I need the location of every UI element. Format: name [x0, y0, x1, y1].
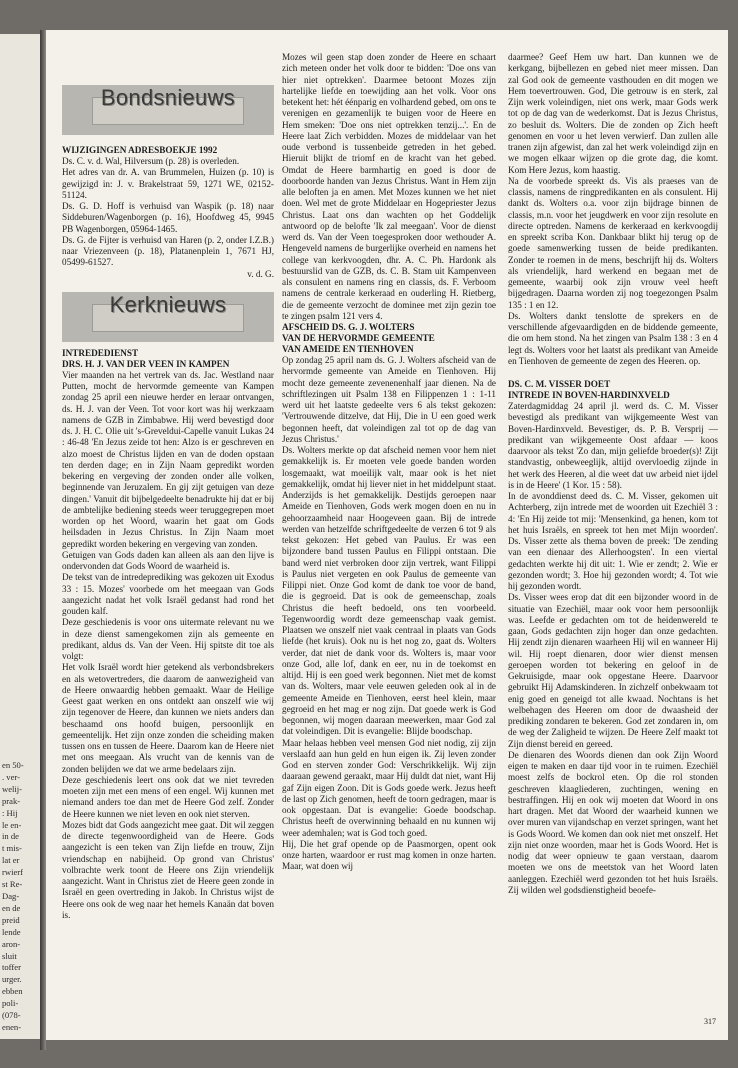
paragraph: Ds. Wolters merkte op dat afscheid nemen voor hem niet gemakkelijk is. Er moeten vele goede banden worden losgemaakt, wat moeilijk valt, maar ook is het niet gemakkelijk, omdat hij liever niet in het middelpunt staat. Anderzijds is het gemakkelijk. Destijds geroepen naar Ameide en Tienhoven, Gods werk mogen doen en nu in gehoorzaamheid naar Hoogeveen gaan. Bij de intrede werden van hetzelfde schriftgedeelte de verzen 6 tot 9 als tekst gekozen: Het gebed van Paulus. Er was een bijzondere band tussen Paulus en Filippi ontstaan. Die band werd niet verbroken door zijn vertrek, want Filippi is Paulus niet vergeten en ook Paulus de gemeente van Filippi niet. Onze God komt de dank toe voor de band, die is gegroeid. Dat is ook de gemeenschap, zoals Christus die heeft bedoeld, ons ten voorbeeld. Tegenwoordig wordt deze gemeenschap vaak gemist. Plaatsen we onszelf niet vaak centraal in plaats van Gods liefde (het kruis). Ook nu is het nog zo, gaat ds. Wolters verder, dat niet de dank voor ds. Wolters is, maar voor onze God, alle lof, dank en eer, nu in de toekomst en altijd. Hij is een goed werk begonnen. Niet met de komst van ds. Wolters, maar vele eeuwen geleden ook al in de gemeente Ameide en Tienhoven, eerst heel klein, maar gegroeid en het mag er nog zijn. Dat goede werk is God begonnen, wij mogen daaraan meewerken, maar God zal dat voleindigen. Dit is evangelie: Blijde boodschap. — [282, 445, 496, 737]
page-number: 317 — [704, 1017, 716, 1026]
article-heading: INTREDEDIENST — [62, 347, 139, 358]
bondsnieuws-banner — [62, 85, 274, 135]
article-subheading: INTREDE IN BOVEN-HARDINXVELD — [508, 390, 670, 400]
paragraph: Na de voorbede spreekt ds. Vis als praeses van de classis, namens de ringpredikanten en als consulent. Hij dankt ds. Wolters o.a. voor zijn bijdrage binnen de classis, m.n. voor het jeugdwerk en voor zijn resolute en directe optreden. Namens de kerkeraad en kerkvoogdij en spreekt scriba Kon. Dankbaar blikt hij terug op de goede samenwerking tussen de beide predikanten. Zonder te roemen in de mens, beschrijft hij ds. Wolters als vriendelijk, hard werkend en begaan met de gemeente, waarbij ook zijn vrouw veel heeft bijgedragen. Daarna worden zij nog toegezongen Psalm 135 : 1 en 12. — [508, 175, 718, 310]
paragraph: Ds. Wolters dankt tenslotte de sprekers en de verschillende afgevaardigden en de biddende gemeente, die om hem stond. Na het zingen van Psalm 138 : 3 en 4 legt ds. Wolters voor het laatst als predikant van Ameide en Tienhoven de gemeente de zegen des Heeren. op. — [508, 310, 718, 366]
paragraph: Ds. Visser wees erop dat dit een bijzonder woord in de situatie van Ezechiël, maar ook voor hem persoonlijk was. Leefde er gedachten om tot de heidenwereld te gaan, Gods gedachten zijn hoger dan onze gedachten. Hij zendt zijn dienaren waarheen Hij wil en wanneer Hij wil. Hij roept dienaren, door wier dienst mensen geroepen worden tot bekering en geloof in de Gekruisigde, maar ook opgestane Heere. Daarvoor gebruikt Hij Adamskinderen. In zichzelf onbekwaam tot enig goed en geneigd tot alle kwaad. Nochtans is het welbehagen des Heeren om door de dwaasheid der prediking zondaren te bekeren. God zet zondaren in, om de weg der Zaligheid te wijzen. De Heere Zelf maakt tot Zijn dienst bereid en gereed. — [508, 592, 718, 749]
paragraph: Zaterdagmiddag 24 april jl. werd ds. C. M. Visser bevestigd als predikant van wijkgemeente West van Boven-Hardinxveld. Bevestiger, ds. P. B. Versprij — predikant van wijkgemeente Oost afdaar — koos daarvoor als tekst 'Zo dan, mijn geliefde broeder(s)! Zijt standvastig, onbeweeglijk, altijd overvloedig zijnde in het werk des Heeren, al die weet dat uw arbeid niet ijdel is in de Heere' (1 Kor. 15 : 58). — [508, 401, 718, 490]
bondsnieuws-line: Ds. G. de Fijter is verhuisd van Haren (p. 2, onder I.Z.B.) naar Vriezenveen (p. 18), Platanenplein 1, 7671 HJ, 05499-61527. — [62, 234, 274, 268]
kerknieuws-title: Kerknieuws — [109, 291, 227, 317]
bondsnieuws-line: Ds. C. v. d. Wal, Hilversum (p. 28) is overleden. — [62, 156, 240, 166]
article-subheading: VAN DE HERVORMDE GEMEENTE — [282, 333, 435, 343]
bondsnieuws-heading: WIJZIGINGEN ADRESBOEKJE 1992 — [62, 145, 218, 155]
paragraph: Het volk Israël wordt hier getekend als verbondsbrekers en als wetovertreders, die daarom de aanwezigheid van de Heere onwaardig hebben gemaakt. Waar de Heilige Geest gaat werken en ons ontdekt aan onszelf wie wij zijn tegenover de Heere, dan kunnen we niets anders dan beschaamd ons hoofd buigen, persoonlijk en gemeentelijk. Het zijn onze zonden die scheiding maken tussen ons en tussen de Heere. Daarom kan de Heere niet met ons meegaan. Als vrucht van de kennis van de zonden belijden we dat we arme bedelaars zijn. — [62, 662, 274, 774]
bondsnieuws-line: Het adres van dr. A. van Brummelen, Huizen (p. 10) is gewijzigd in: J. v. Brakelstraat 59, 1271 WE, 02152-51124. — [62, 167, 274, 200]
left-page-fragment: en 50- . ver- welij- prak- : Hij le en- in de t mis- lat er rwierf st Re- Dag- en de preid lende aron- sluit toffer urger. ebben poli- (078- enen- — [2, 760, 24, 1032]
paragraph: Op zondag 25 april nam ds. G. J. Wolters afscheid van de hervormde gemeente van Ameide en Tienhoven. Hij mocht deze gemeente zevenenenhalf jaar dienen. Na de schriftlezingen uit Psalm 138 en Filippenzen 1 : 1-11 werd uit het laatste gedeelte vers 6 als tekst gekozen: 'Vertrouwende ditzelve, dat Hij, Die in U een goed werk begonnen heeft, dat voleindigen zal tot op de dag van Jezus Christus.' — [282, 355, 496, 444]
paragraph: daarmee? Geef Hem uw hart. Dan kunnen we de kerkgang, bijbellezen en gebed niet meer missen. Dan zal God ook de gemeente vasthouden en dit mogen we Hem toevertrouwen. God, Die getrouw is en sterk, zal Zijn werk voleindigen, niet ons werk, maar Gods werk tot op de dag van de wederkomst. Dat is Jezus Christus, zo besluit ds. Wolters. Die de zonden op Zich heeft genomen en voor u het leven verwierf. Dan zullen alle tranen zijn afgewist, dan zal het werk voleindigd zijn en we mogen elkaar wijzen op die grote dag, die komt. Kom Here Jezus, kom haastig. — [508, 52, 718, 175]
paragraph: In de avonddienst deed ds. C. M. Visser, gekomen uit Achterberg, zijn intrede met de woorden uit Ezechiël 3 : 4: 'En Hij zeide tot mij: 'Mensenkind, ga henen, kom tot het huis Israëls, en spreek tot hen met Mijn woorden'. Ds. Visser zette als thema boven de preek: 'De zending van een dienaar des Allerhoogsten'. In een viertal gedachten werkte hij dit uit: 1. Wie er zendt; 2. Wie er gezonden wordt; 3. Hoe hij gezonden wordt; 4. Tot wie hij gezonden wordt. — [508, 491, 718, 591]
column-3 — [508, 52, 718, 896]
paragraph: Mozes bidt dat Gods aangezicht mee gaat. Dit wil zeggen de directe tegenwoordigheid van de Heere. Gods aangezicht is een teken van Zijn liefde en trouw, Zijn vriendschap en nabijheid. Op grond van Christus' volbrachte werk toont de Heere ons Zijn vriendelijk aangezicht. Want in Christus ziet de Heere geen zonde in Israël en geen overtreding in Jakob. In Christus wijst de Heere ons ook de weg naar het hemels Kanaän dat boven is. — [62, 819, 274, 920]
paragraph: Getuigen van Gods daden kan alleen als aan den lijve is ondervonden dat Gods Woord de waarheid is. — [62, 549, 274, 571]
paragraph: Hij, Die het graf opende op de Paasmorgen, opent ook onze harten, waardoor er rust mag komen in onze harten. Maar, wat doen wij — [282, 838, 496, 872]
article-heading: DS. C. M. VISSER DOET — [508, 379, 611, 389]
paragraph: Deze geschiedenis is voor ons uitermate relevant nu we in deze dienst samengekomen zijn als gemeente en predikant, aldus ds. Van der Veen. Hij spitste dit toe als volgt: — [62, 617, 274, 661]
bondsnieuws-signature: v. d. G. — [247, 268, 274, 279]
article-heading: AFSCHEID DS. G. J. WOLTERS — [282, 322, 415, 332]
newspaper-page — [46, 30, 728, 1040]
column-2 — [282, 52, 496, 873]
column-1 — [62, 85, 274, 921]
paragraph: Mozes wil geen stap doen zonder de Heere en schaart zich meteen onder het volk door te bidden: 'Doe ons van hier niet optrekken'. Daarmee betoont Mozes zijn hartelijke liefde en toewijding aan het volk. Voor ons betekent het: hét éénparig en volhardend gebed, om ons te verenigen en gezamenlijk te buigen voor de Heere en Hem smeken: 'Doe ons niet optrekken tenzij...'. En de Heere laat Zich verbidden. Mozes de middelaar van het oude verbond is tussenbeide getreden in het gebed. Hieruit blijkt de triomf en de kracht van het gebed. Omdat de Heere barmhartig en goed is door de doorboorde handen van Jezus Christus. Want in Hem zijn alle beloften ja en amen. Met Mozes kunnen we het niet doen. Wel met de grote Middelaar en Hogepriester Jezus Christus. Laat ons dan wachten op het Goddelijk antwoord op de belofte 'Ik zal meegaan'. Voor de dienst werd ds. Van der Veen toegesproken door wethouder A. Hengeveld namens de burgerlijke overheid en namens het college van kerkvoogden, dhr. A. C. Ph. Hardonk als bestuurslid van de GZB, ds. C. B. Stam uit Kampenveen als consulent en namens ring en classis, ds. F. Verboom namens de centrale kerkeraad en ouderling H. Rietberg, die de gemeente verzocht de dominee met zijn gezin toe te zingen psalm 121 vers 4. — [282, 52, 496, 321]
kerknieuws-banner — [62, 292, 274, 342]
paragraph: Vier maanden na het vertrek van ds. Jac. Westland naar Putten, mocht de hervormde gemeente van Kampen zondag 25 april een nieuwe herder en leraar ontvangen, ds. H. J. van der Veen. Tot voor kort was hij werkzaam namens de GZB in Zimbabwe. Hij werd bevestigd door ds. J. H. C. Olie uit 's-Greveldui-Capelle vanuit Lukas 24 : 46-48 'En Jezus zeide tot hen: Alzo is er geschreven en alzo moest de Christus lijden en van de doden opstaan ten derden dage; en in Zijn Naam gepredikt worden bekering en vergeving der zonden onder alle volken, beginnende van Jeruzalem. En gij zijt getuigen van deze dingen.' Vanuit dit bijbelgedeelte benadrukte hij dat er bij de ambtelijke bediening steeds weer teruggegrepen moet worden op het Woord, waarin het gaat om Gods heilsdaden in Jezus Christus. In Zijn Naam moet gepredikt worden bekering en vergeving van zonden. — [62, 369, 274, 549]
left-page-edge — [0, 34, 40, 1039]
bondsnieuws-title: Bondsnieuws — [100, 85, 236, 110]
article-subheading: DRS. H. J. VAN DER VEEN IN KAMPEN — [62, 358, 230, 369]
paragraph: Maar helaas hebben veel mensen God niet nodig, zij zijn verslaafd aan hun geld en hun eigen ik. Zij leven zonder God en sterven zonder God: Verschrikkelijk. Wij zijn daaraan gewend geraakt, maar Hij duldt dat niet, want Hij gaf Zijn eigen Zoon. Dit is Gods goede werk. Jezus heeft de last op Zich genomen, heeft de toorn gedragen, maar is ook opgestaan. Dat is evangelie: Goede boodschap. Christus heeft de overwinning behaald en nu kunnen wij weer ademhalen; wat is God toch goed. — [282, 737, 496, 838]
paragraph: De tekst van de intredeprediking was gekozen uit Exodus 33 : 15. Mozes' voorbede om het meegaan van Gods aangezicht nadat het volk Israël gedanst had rond het gouden kalf. — [62, 572, 274, 616]
paragraph: De dienaren des Woords dienen dan ook Zijn Woord eigen te maken en daar tijd voor in te ruimen. Ezechiël moest zelfs de bockrol eten. Op die rol stonden geschreven klaagliederen, zuchtingen, wening en bestraffingen. Hij en ook wij moeten dat Woord in ons hart dragen. Met dat Woord der waarheid kunnen we over muren van vijandschap en verzet springen, want het is Gods Woord. We komen dan ook niet met onszelf. Het zijn niet onze woorden, maar het is Gods Woord. Het is nodig dat weer opnieuw te gaan verstaan, daarom moeten we ons de meetstok van het Woord laten aanleggen. Ezechiël werd gezonden tot het huis Israëls. Zij wilden wel godsdienstigheid beoefe- — [508, 749, 718, 895]
article-subheading: VAN AMEIDE EN TIENHOVEN — [282, 344, 414, 354]
paragraph: Deze geschiedenis leert ons ook dat we niet tevreden moeten zijn met een mens of een engel. Wij kunnen met niemand anders toe dan met de Heere God zelf. Zonder de Heere kunnen we niet leven en ook niet sterven. — [62, 774, 274, 819]
bondsnieuws-line: Ds. G. D. Hoff is verhuisd van Waspik (p. 18) naar Siddeburen/Wagenborgen (p. 16), Hoofdweg 45, 9945 PB Wagenborgen, 05964-1465. — [62, 201, 274, 234]
